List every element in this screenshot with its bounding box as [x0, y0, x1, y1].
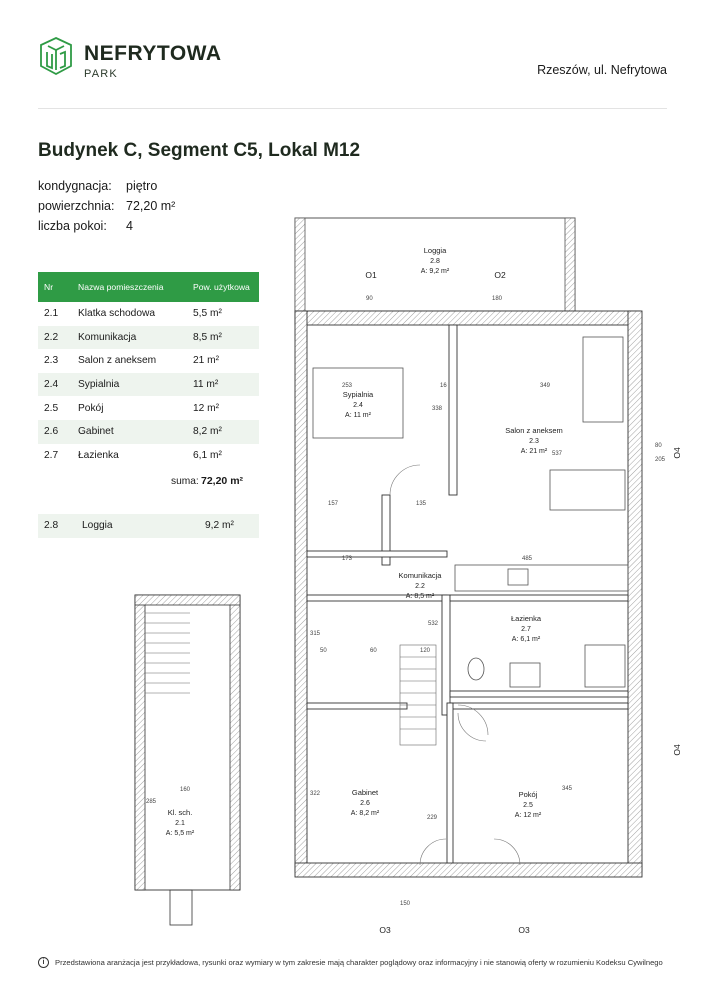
loggia-area: 9,2 m²	[205, 520, 234, 531]
room-area: A: 8,5 m²	[405, 593, 435, 600]
room-name: Gabinet	[351, 788, 379, 797]
row-nr: 2.5	[44, 402, 59, 414]
info-icon: i	[38, 957, 49, 968]
row-area: 21 m²	[193, 355, 220, 367]
row-area: 11 m²	[187, 373, 259, 397]
sum-value: 72,20 m²	[201, 475, 244, 487]
row-area: 6,1 m²	[193, 449, 222, 461]
room-area: A: 5,5 m²	[165, 830, 195, 837]
svg-text:80: 80	[655, 443, 662, 449]
door-arcs	[390, 465, 520, 865]
svg-text:338: 338	[432, 406, 443, 412]
room-nr: 2.7	[521, 626, 531, 633]
room-area: A: 9,2 m²	[420, 268, 450, 275]
col-nr: Nr	[38, 272, 72, 302]
kitchen-sink	[508, 569, 528, 585]
row-area: 12 m²	[193, 402, 220, 414]
row-name: Gabinet	[72, 420, 187, 444]
svg-text:253: 253	[342, 383, 353, 389]
window-tag: O1	[365, 270, 377, 280]
svg-text:60: 60	[370, 648, 377, 654]
svg-text:173: 173	[342, 556, 353, 562]
floor-plan	[120, 205, 700, 955]
svg-text:315: 315	[310, 631, 321, 637]
row-name: Sypialnia	[72, 373, 187, 397]
svg-text:135: 135	[416, 501, 427, 507]
room-name: Kl. sch.	[167, 808, 193, 817]
disclaimer-text: Przedstawiona aranżacja jest przykładowa, rysunki oraz wymiary w tym zakresie mają charakter poglądowy oraz informacyjny i nie stanowią oferty w rozumieniu Kodeksu Cywilnego	[55, 958, 663, 967]
nefrytowa-logo-icon	[38, 36, 74, 76]
disclaimer	[38, 957, 663, 968]
dining-table	[550, 470, 625, 510]
svg-text:532: 532	[428, 621, 439, 627]
room-nr: 2.1	[175, 820, 185, 827]
room-nr: 2.4	[353, 402, 363, 409]
svg-text:90: 90	[366, 296, 373, 302]
col-area: Pow. użytkowa	[187, 272, 259, 302]
floor-label: kondygnacja:	[38, 179, 112, 193]
row-name: Komunikacja	[72, 326, 187, 350]
svg-text:120: 120	[420, 648, 431, 654]
floor-value: piętro	[126, 179, 158, 193]
row-nr: 2.1	[44, 308, 59, 320]
svg-text:345: 345	[562, 786, 573, 792]
window-tag: O4	[672, 447, 682, 459]
col-name: Nazwa pomieszczenia	[72, 272, 187, 302]
room-nr: 2.8	[430, 258, 440, 265]
row-area: 8,5 m²	[187, 326, 259, 350]
stairwell	[135, 595, 240, 925]
room-nr: 2.2	[415, 583, 425, 590]
row-area: 5,5 m²	[193, 308, 222, 320]
brand-sub: PARK	[84, 68, 118, 80]
room-area: A: 12 m²	[514, 812, 542, 819]
shower	[585, 645, 625, 687]
kitchen-counter	[455, 565, 628, 591]
page-title: Budynek C, Segment C5, Lokal M12	[38, 140, 361, 161]
brand-name: NEFRYTOWA	[84, 42, 222, 65]
svg-text:322: 322	[310, 791, 321, 797]
row-name: Pokój	[78, 402, 104, 414]
window-tag: O3	[379, 925, 391, 935]
svg-text:16: 16	[440, 383, 447, 389]
loggia-name: Loggia	[82, 520, 113, 531]
area-label: powierzchnia:	[38, 199, 115, 213]
area-value: 72,20 m²	[126, 199, 176, 213]
header-divider	[38, 108, 667, 109]
room-name: Komunikacja	[398, 571, 442, 580]
svg-text:485: 485	[522, 556, 533, 562]
room-name: Salon z aneksem	[505, 426, 563, 435]
svg-text:537: 537	[552, 451, 563, 457]
svg-text:180: 180	[492, 296, 503, 302]
bath-sink	[510, 663, 540, 687]
window-tag: O3	[518, 925, 530, 935]
svg-text:285: 285	[146, 799, 157, 805]
room-name: Łazienka	[510, 614, 542, 623]
room-name: Loggia	[423, 246, 447, 255]
location-address: Rzeszów, ul. Nefrytowa	[537, 63, 667, 77]
window-tag: O2	[494, 270, 506, 280]
room-area: A: 6,1 m²	[511, 636, 541, 643]
brand-logo	[38, 36, 238, 80]
room-name: Sypialnia	[342, 390, 374, 399]
svg-text:160: 160	[180, 787, 191, 793]
svg-text:150: 150	[400, 901, 411, 907]
room-nr: 2.6	[360, 800, 370, 807]
rooms-label: liczba pokoi:	[38, 219, 107, 233]
room-area: A: 21 m²	[520, 448, 548, 455]
rooms-value: 4	[126, 219, 133, 233]
svg-text:157: 157	[328, 501, 339, 507]
row-name: Salon z aneksem	[78, 355, 157, 367]
row-nr: 2.7	[44, 449, 59, 461]
loggia-nr: 2.8	[44, 520, 59, 531]
row-name: Klatka schodowa	[78, 308, 156, 320]
row-area: 8,2 m²	[187, 420, 259, 444]
room-area: A: 8,2 m²	[350, 810, 380, 817]
row-nr: 2.2	[38, 326, 72, 350]
room-labels	[166, 246, 563, 837]
room-name: Pokój	[518, 790, 538, 799]
svg-text:50: 50	[320, 648, 327, 654]
stairs	[400, 645, 436, 745]
room-area: A: 11 m²	[345, 412, 371, 419]
row-name: Łazienka	[78, 449, 119, 461]
svg-text:205: 205	[655, 457, 666, 463]
svg-text:229: 229	[427, 815, 438, 821]
sofa	[583, 337, 623, 422]
room-nr: 2.5	[523, 802, 533, 809]
row-nr: 2.4	[38, 373, 72, 397]
sum-label: suma:	[171, 476, 199, 487]
toilet	[468, 658, 484, 680]
window-tag: O4	[672, 744, 682, 756]
svg-text:349: 349	[540, 383, 551, 389]
room-nr: 2.3	[529, 438, 539, 445]
row-nr: 2.6	[38, 420, 72, 444]
row-nr: 2.3	[44, 355, 59, 367]
